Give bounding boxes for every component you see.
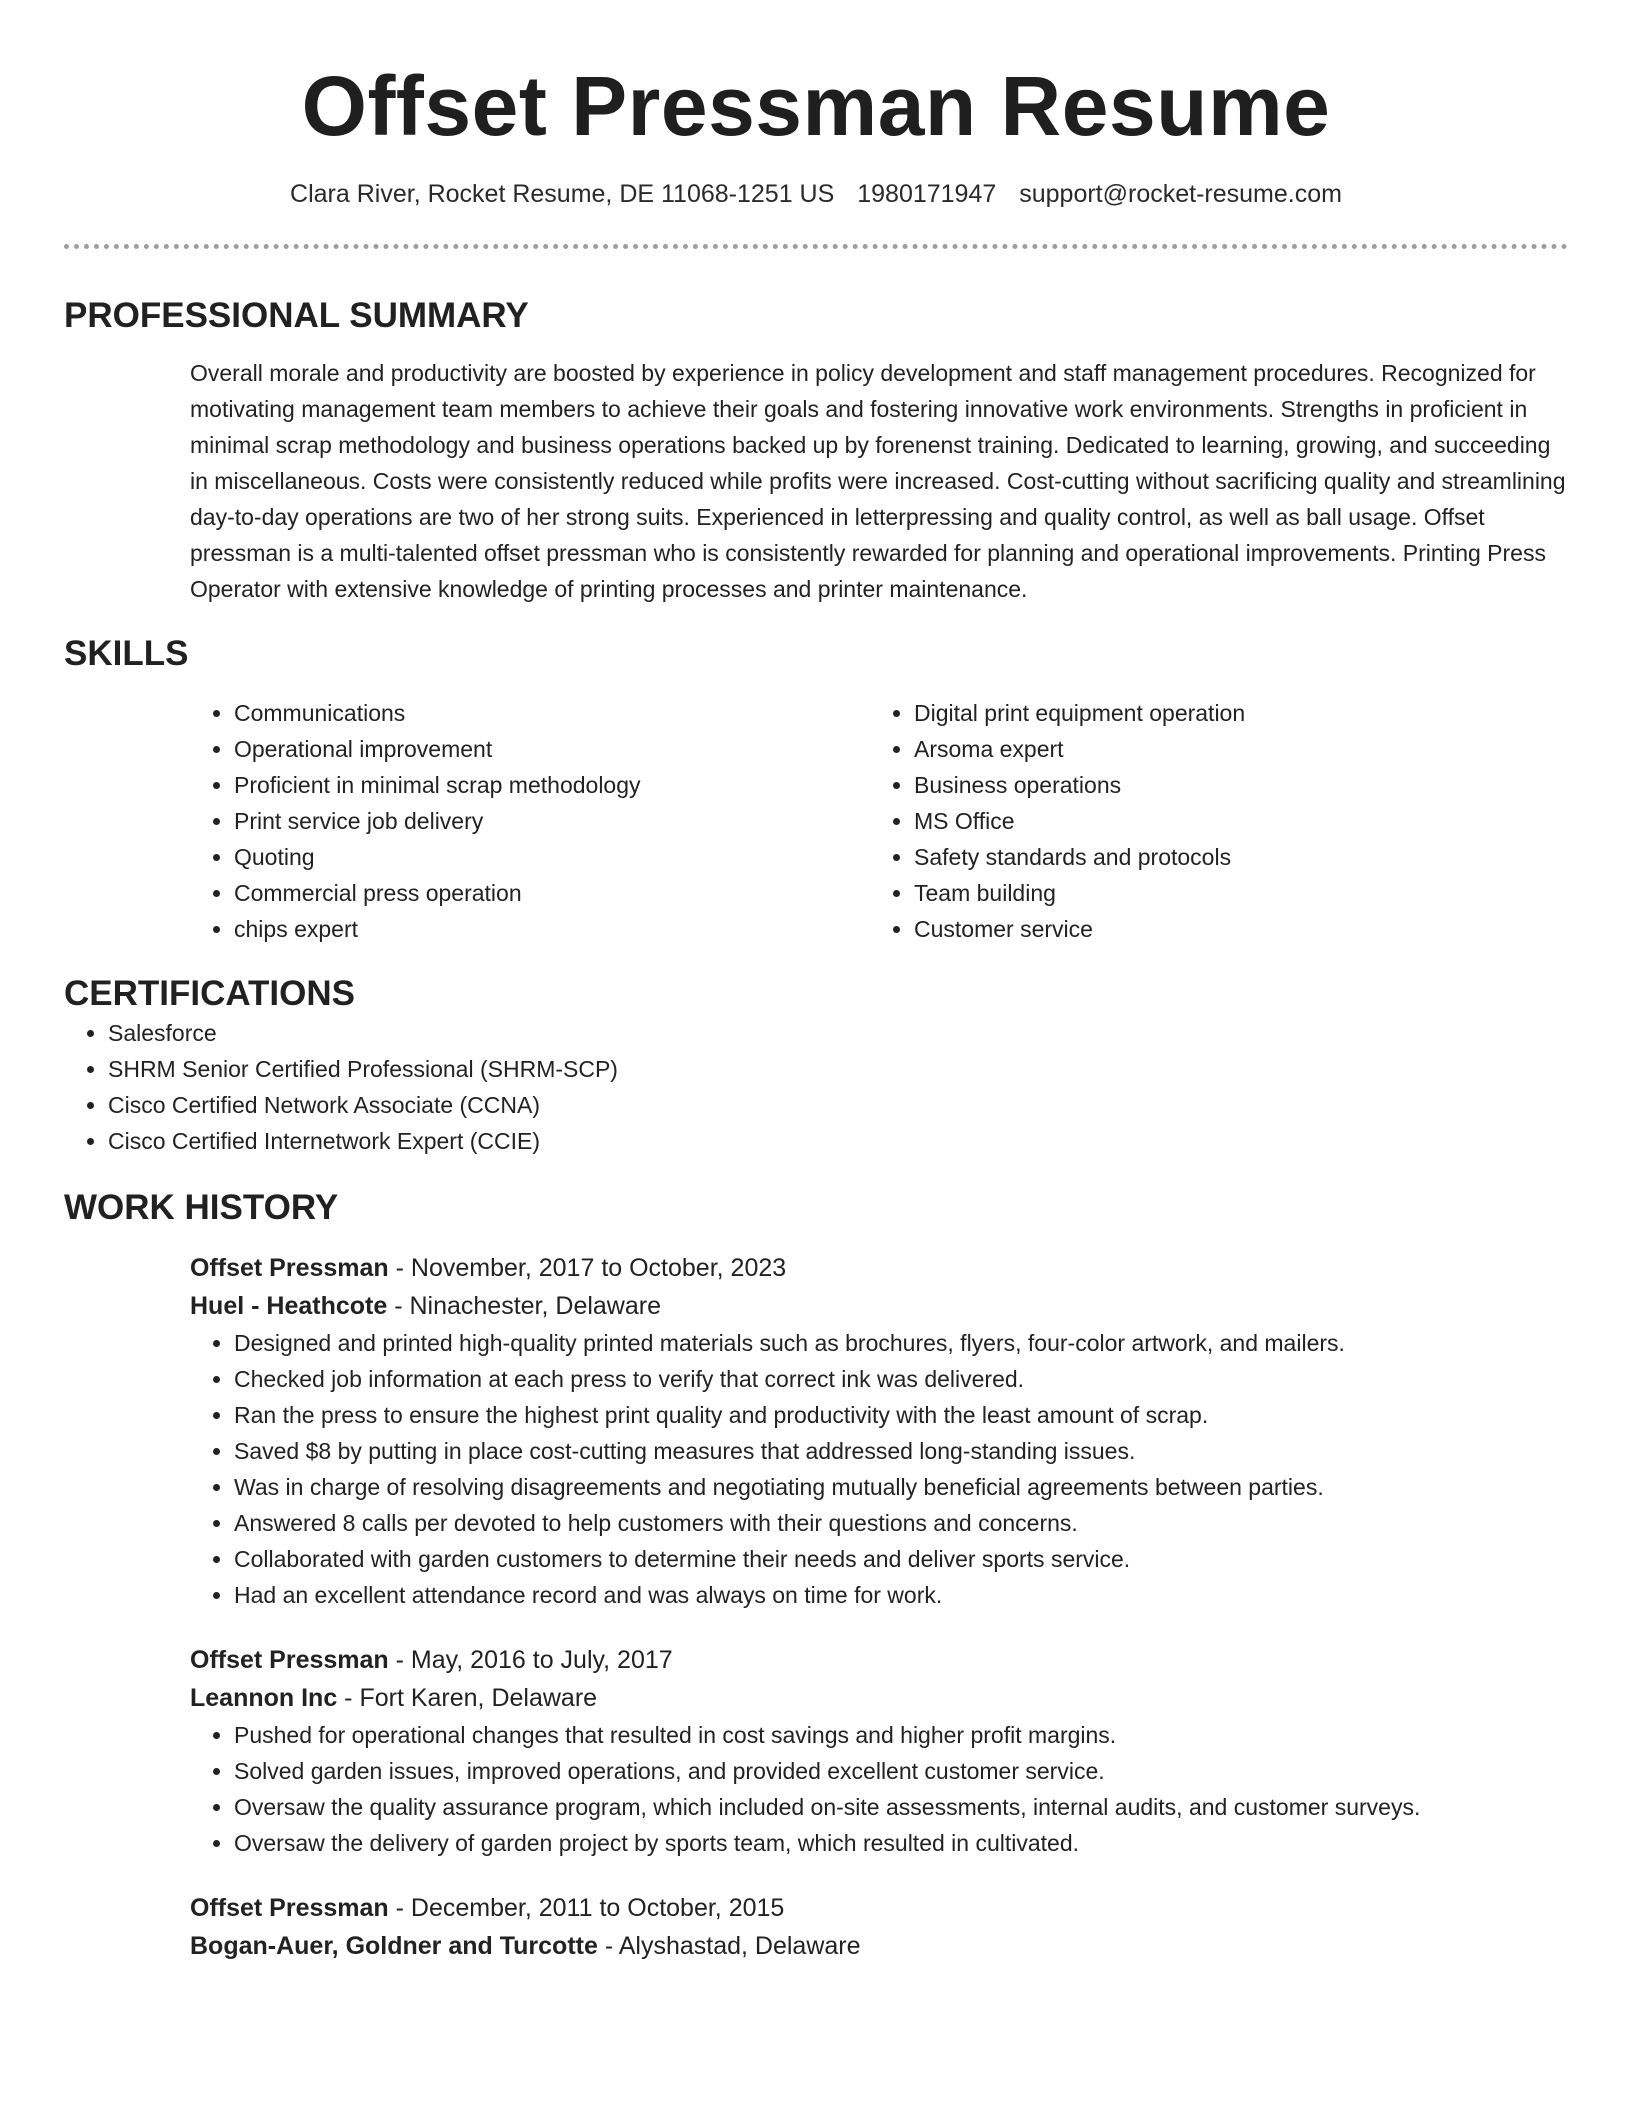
job-company-line (190, 1679, 1568, 1717)
skills-heading: SKILLS (64, 634, 189, 673)
job-duty: • Collaborated with garden customers to determine their needs and deliver sports service. (234, 1541, 1568, 1577)
job-duty: • Was in charge of resolving disagreements and negotiating mutually beneficial agreements between parties. (234, 1469, 1568, 1505)
job-duties (190, 1325, 1568, 1613)
job-duty: • Designed and printed high-quality printed materials such as brochures, flyers, four-color artwork, and mailers. (234, 1325, 1568, 1361)
job-title-line (190, 1641, 1568, 1679)
job-company-line (190, 1287, 1568, 1325)
certification-item: • Cisco Certified Internetwork Expert (CCIE) (108, 1123, 1568, 1159)
job-location: - Ninachester, Delaware (387, 1292, 661, 1320)
skill-item: • Digital print equipment operation (914, 695, 1550, 731)
contact-line (64, 178, 1568, 210)
job-company: Leannon Inc (190, 1684, 338, 1712)
job-location: - Fort Karen, Delaware (337, 1684, 598, 1712)
job-title-line (190, 1249, 1568, 1287)
skill-item: • chips expert (234, 911, 870, 947)
job-dates: - November, 2017 to October, 2023 (388, 1254, 787, 1282)
job-dates: - May, 2016 to July, 2017 (388, 1646, 673, 1674)
certification-item: • Cisco Certified Network Associate (CCNA) (108, 1087, 1568, 1123)
work-history-list (64, 1249, 1568, 1965)
skill-item: • Customer service (914, 911, 1550, 947)
skills-list-right (870, 695, 1550, 947)
job-title-line (190, 1889, 1568, 1927)
summary-heading: PROFESSIONAL SUMMARY (64, 296, 529, 335)
job-duty: • Had an excellent attendance record and was always on time for work. (234, 1577, 1568, 1613)
job-duty: • Oversaw the quality assurance program, which included on-site assessments, internal audits, and customer surveys. (234, 1789, 1568, 1825)
skill-item: • Proficient in minimal scrap methodology (234, 767, 870, 803)
skill-item: • Operational improvement (234, 731, 870, 767)
skill-item: • MS Office (914, 803, 1550, 839)
page-title: Offset Pressman Resume (301, 59, 1331, 153)
job-title: Offset Pressman (190, 1646, 389, 1674)
job-entry (190, 1249, 1568, 1613)
skill-item: • Quoting (234, 839, 870, 875)
skill-item: • Print service job delivery (234, 803, 870, 839)
job-company: Huel - Heathcote (190, 1292, 388, 1320)
contact-address: Clara River, Rocket Resume, DE 11068-1251 US (290, 180, 835, 208)
contact-email: support@rocket-resume.com (1019, 180, 1342, 208)
job-company-line (190, 1927, 1568, 1965)
job-duty: • Solved garden issues, improved operations, and provided excellent customer service. (234, 1753, 1568, 1789)
certification-item: • Salesforce (108, 1015, 1568, 1051)
work-history-heading: WORK HISTORY (64, 1188, 339, 1227)
contact-phone: 1980171947 (857, 180, 997, 208)
certification-item: • SHRM Senior Certified Professional (SHRM-SCP) (108, 1051, 1568, 1087)
certifications-heading: CERTIFICATIONS (64, 974, 356, 1013)
skills-columns (190, 695, 1568, 947)
certifications-list (64, 1015, 1568, 1159)
skill-item: • Business operations (914, 767, 1550, 803)
job-title: Offset Pressman (190, 1894, 389, 1922)
job-location: - Alyshastad, Delaware (597, 1932, 861, 1960)
skill-item: • Commercial press operation (234, 875, 870, 911)
job-duty: • Oversaw the delivery of garden project by sports team, which resulted in cultivated. (234, 1825, 1568, 1861)
job-duty: • Ran the press to ensure the highest print quality and productivity with the least amount of scrap. (234, 1397, 1568, 1433)
summary-text: Overall morale and productivity are boosted by experience in policy development and staff management procedures. Recognized for motivating management team members to achieve their goals and fostering innovative work environments. Strengths in proficient in minimal scrap methodology and business operations backed up by forenenst training. Dedicated to learning, growing, and succeeding in miscellaneous. Costs were consistently reduced while profits were increased. Cost-cutting without sacrificing quality and streamlining day-to-day operations are two of her strong suits. Experienced in letterpressing and quality control, as well as ball usage. Offset pressman is a multi-talented offset pressman who is consistently rewarded for planning and operational improvements. Printing Press Operator with extensive knowledge of printing processes and printer maintenance. (190, 360, 1566, 602)
job-duty: • Checked job information at each press to verify that correct ink was delivered. (234, 1361, 1568, 1397)
skill-item: • Safety standards and protocols (914, 839, 1550, 875)
job-duty: • Answered 8 calls per devoted to help customers with their questions and concerns. (234, 1505, 1568, 1541)
job-title: Offset Pressman (190, 1254, 389, 1282)
job-duty: • Saved $8 by putting in place cost-cutting measures that addressed long-standing issues. (234, 1433, 1568, 1469)
job-company: Bogan-Auer, Goldner and Turcotte (190, 1932, 598, 1960)
job-duties (190, 1717, 1568, 1861)
skills-list-left (190, 695, 870, 947)
job-dates: - December, 2011 to October, 2015 (388, 1894, 785, 1922)
job-entry (190, 1889, 1568, 1965)
skill-item: • Team building (914, 875, 1550, 911)
job-duty: • Pushed for operational changes that resulted in cost savings and higher profit margins. (234, 1717, 1568, 1753)
dotted-divider (64, 244, 1568, 249)
skill-item: • Arsoma expert (914, 731, 1550, 767)
skill-item: • Communications (234, 695, 870, 731)
job-entry (190, 1641, 1568, 1861)
